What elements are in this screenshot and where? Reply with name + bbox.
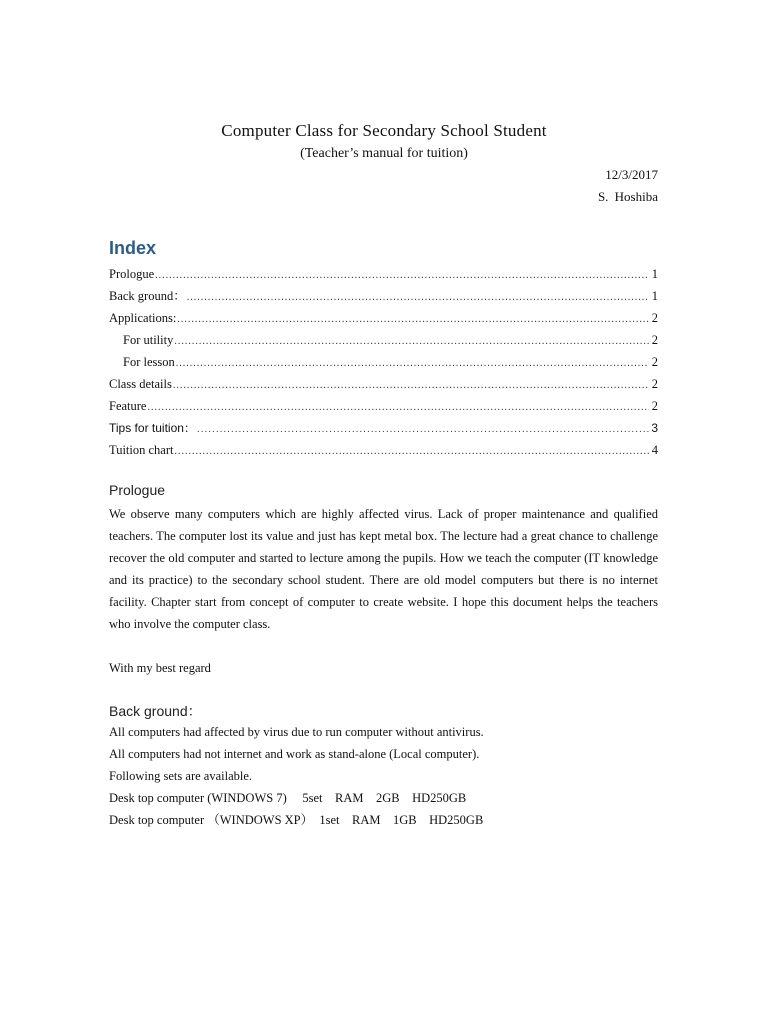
toc-entry-label: For lesson xyxy=(123,355,175,369)
toc-leader-dots xyxy=(197,419,649,441)
document-date: 12/3/2017 xyxy=(605,167,658,182)
background-line: All computers had affected by virus due to run computer without antivirus. xyxy=(109,725,484,739)
toc-leader-dots xyxy=(174,441,649,463)
toc-leader-dots xyxy=(155,265,649,287)
toc-leader-dots xyxy=(177,309,649,331)
toc-entry-page: 1 xyxy=(651,267,658,281)
index-heading: Index xyxy=(109,238,157,258)
document-author: S. Hoshiba xyxy=(597,189,658,204)
toc-entry-label: Tips for tuition： xyxy=(109,421,196,435)
toc-entry-for-lesson[interactable] xyxy=(109,351,658,373)
background-heading: Back ground： xyxy=(109,703,202,719)
toc-entry-tuition-chart[interactable] xyxy=(109,439,658,461)
toc-entry-page: 2 xyxy=(651,333,658,347)
prologue-heading: Prologue xyxy=(109,482,166,498)
toc-entry-page: 2 xyxy=(651,355,658,369)
toc-leader-dots xyxy=(173,375,649,397)
toc-entry-feature[interactable] xyxy=(109,395,658,417)
document-title: Computer Class for Secondary School Student xyxy=(221,121,547,140)
computer-spec-line: Desk top computer （WINDOWS XP） 1set RAM 1GB HD250GB xyxy=(109,813,484,827)
toc-entry-for-utility[interactable] xyxy=(109,329,658,351)
table-of-contents xyxy=(109,263,658,461)
toc-entry-page: 2 xyxy=(651,377,658,391)
toc-leader-dots xyxy=(176,353,649,375)
toc-leader-dots xyxy=(187,287,649,309)
toc-entry-page: 3 xyxy=(651,421,658,435)
toc-entry-page: 4 xyxy=(651,443,658,457)
prologue-body xyxy=(109,503,658,635)
toc-entry-background[interactable] xyxy=(109,285,658,307)
toc-entry-class-details[interactable] xyxy=(109,373,658,395)
background-body xyxy=(109,721,669,831)
toc-entry-label: Feature xyxy=(109,399,147,413)
toc-entry-label: Back ground： xyxy=(109,289,186,303)
background-line: All computers had not internet and work as stand-alone (Local computer). xyxy=(109,747,480,761)
toc-entry-page: 2 xyxy=(651,311,658,325)
document-subtitle: (Teacher’s manual for tuition) xyxy=(300,146,468,161)
toc-entry-label: Class details xyxy=(109,377,172,391)
toc-entry-label: Tuition chart xyxy=(109,443,174,457)
toc-entry-page: 1 xyxy=(651,289,658,303)
prologue-regard: With my best regard xyxy=(109,661,211,675)
toc-entry-page: 2 xyxy=(651,399,658,413)
toc-entry-label: Applications: xyxy=(109,311,177,325)
toc-leader-dots xyxy=(174,331,649,353)
computer-spec-line: Desk top computer (WINDOWS 7) 5set RAM 2GB HD250GB xyxy=(109,791,467,805)
toc-entry-label: Prologue xyxy=(109,267,155,281)
toc-entry-applications[interactable] xyxy=(109,307,658,329)
prologue-paragraph: We observe many computers which are highly affected virus. Lack of proper maintenance and qualified teachers. The computer lost its value and just has kept metal box. The lecture had a great chance to challenge recover the old computer and started to lecture among the pupils. How we teach the computer (IT knowledge and its practice) to the secondary school student. There are old model computers but there is no internet facility. Chapter start from concept of computer to create website. I hope this document helps the teachers who involve the computer class. xyxy=(109,507,658,631)
toc-entry-label: For utility xyxy=(123,333,174,347)
toc-entry-tips-for-tuition[interactable] xyxy=(109,417,658,439)
toc-leader-dots xyxy=(147,397,649,419)
toc-entry-prologue[interactable] xyxy=(109,263,658,285)
background-line: Following sets are available. xyxy=(109,769,253,783)
